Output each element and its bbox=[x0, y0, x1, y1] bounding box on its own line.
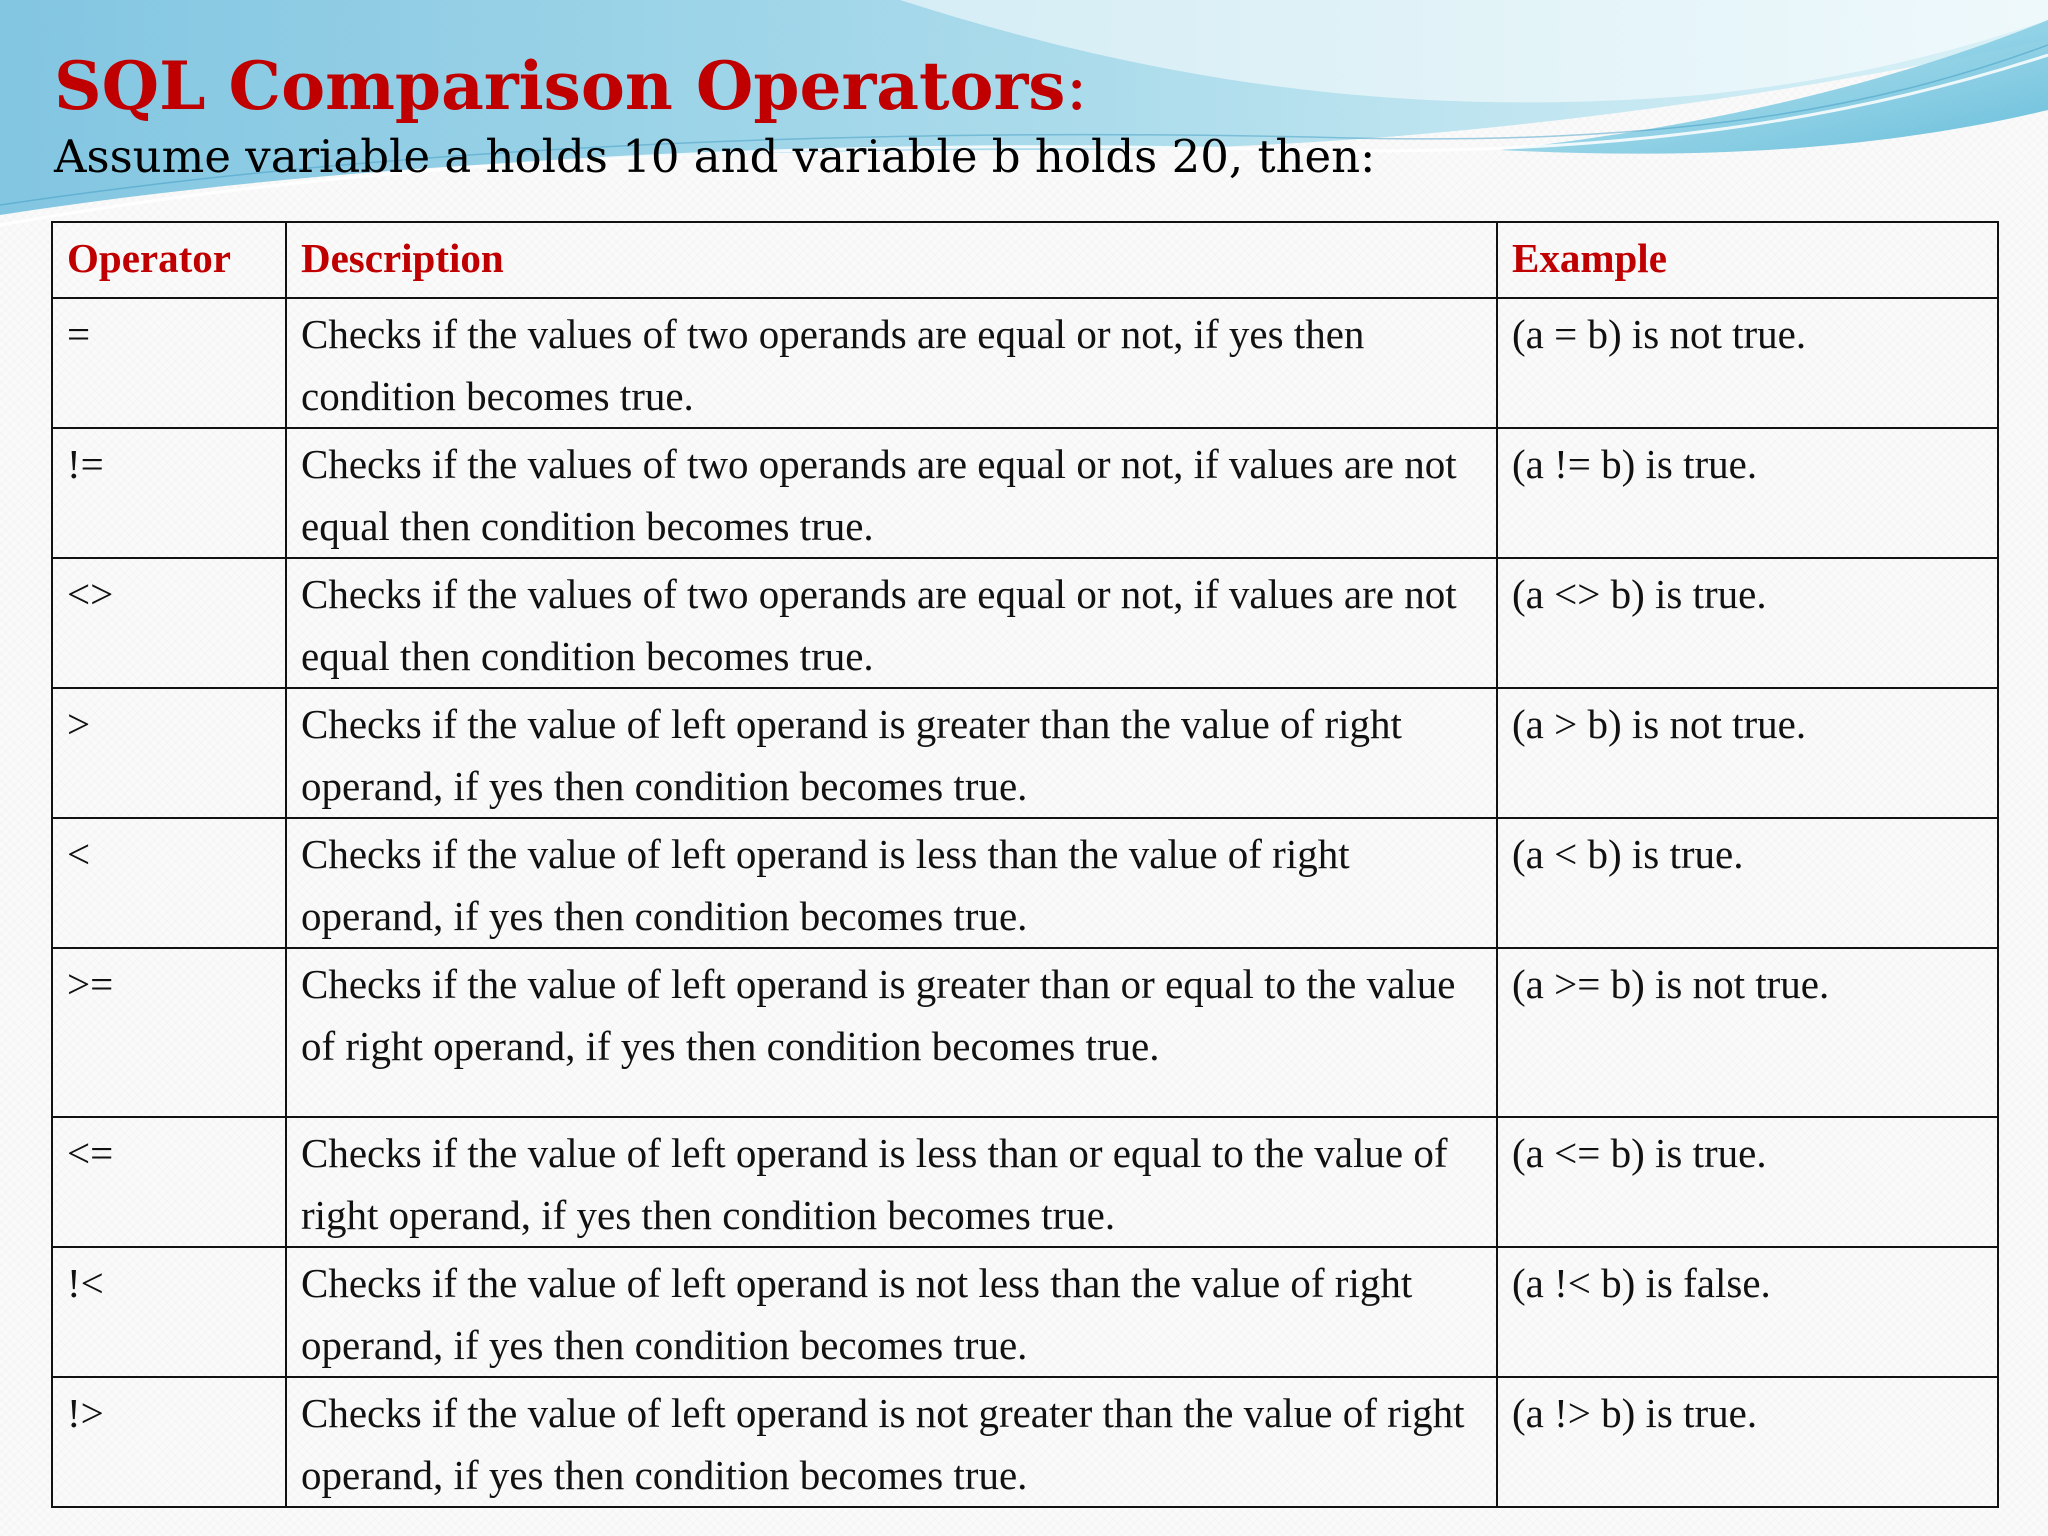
operator-cell: !< bbox=[52, 1247, 286, 1377]
operator-cell: !> bbox=[52, 1377, 286, 1507]
table-header-row bbox=[52, 222, 1998, 298]
table-row bbox=[52, 428, 1998, 558]
slide-title bbox=[54, 46, 1088, 127]
table-row bbox=[52, 1377, 1998, 1507]
header-example: Example bbox=[1497, 222, 1998, 298]
slide-subtitle: Assume variable a holds 10 and variable b holds 20, then: bbox=[54, 130, 1376, 183]
operator-cell: < bbox=[52, 818, 286, 948]
example-cell: (a != b) is true. bbox=[1497, 428, 1998, 558]
description-cell: Checks if the values of two operands are equal or not, if values are not equal then condition becomes true. bbox=[286, 428, 1497, 558]
slide-title-colon: : bbox=[1065, 48, 1088, 125]
operator-cell: <= bbox=[52, 1117, 286, 1247]
operator-cell: != bbox=[52, 428, 286, 558]
example-cell: (a = b) is not true. bbox=[1497, 298, 1998, 428]
example-cell: (a !> b) is true. bbox=[1497, 1377, 1998, 1507]
description-cell: Checks if the values of two operands are equal or not, if values are not equal then condition becomes true. bbox=[286, 558, 1497, 688]
operator-cell: > bbox=[52, 688, 286, 818]
table-row bbox=[52, 818, 1998, 948]
operator-cell: = bbox=[52, 298, 286, 428]
example-cell: (a <= b) is true. bbox=[1497, 1117, 1998, 1247]
description-cell: Checks if the value of left operand is greater than or equal to the value of right operand, if yes then condition becomes true. bbox=[286, 948, 1497, 1117]
header-operator: Operator bbox=[52, 222, 286, 298]
table-row bbox=[52, 688, 1998, 818]
table-row bbox=[52, 948, 1998, 1117]
example-cell: (a < b) is true. bbox=[1497, 818, 1998, 948]
description-cell: Checks if the value of left operand is greater than the value of right operand, if yes then condition becomes true. bbox=[286, 688, 1497, 818]
example-cell: (a > b) is not true. bbox=[1497, 688, 1998, 818]
example-cell: (a !< b) is false. bbox=[1497, 1247, 1998, 1377]
table-row bbox=[52, 298, 1998, 428]
description-cell: Checks if the value of left operand is less than or equal to the value of right operand, if yes then condition becomes true. bbox=[286, 1117, 1497, 1247]
description-cell: Checks if the value of left operand is not greater than the value of right operand, if yes then condition becomes true. bbox=[286, 1377, 1497, 1507]
slide-title-text: SQL Comparison Operators bbox=[54, 47, 1066, 125]
operator-cell: <> bbox=[52, 558, 286, 688]
example-cell: (a >= b) is not true. bbox=[1497, 948, 1998, 1117]
table-row bbox=[52, 1117, 1998, 1247]
header-description: Description bbox=[286, 222, 1497, 298]
table-row bbox=[52, 1247, 1998, 1377]
description-cell: Checks if the values of two operands are equal or not, if yes then condition becomes true. bbox=[286, 298, 1497, 428]
comparison-operators-table bbox=[51, 221, 1999, 1508]
description-cell: Checks if the value of left operand is not less than the value of right operand, if yes then condition becomes true. bbox=[286, 1247, 1497, 1377]
table-row bbox=[52, 558, 1998, 688]
example-cell: (a <> b) is true. bbox=[1497, 558, 1998, 688]
operator-cell: >= bbox=[52, 948, 286, 1117]
description-cell: Checks if the value of left operand is less than the value of right operand, if yes then condition becomes true. bbox=[286, 818, 1497, 948]
